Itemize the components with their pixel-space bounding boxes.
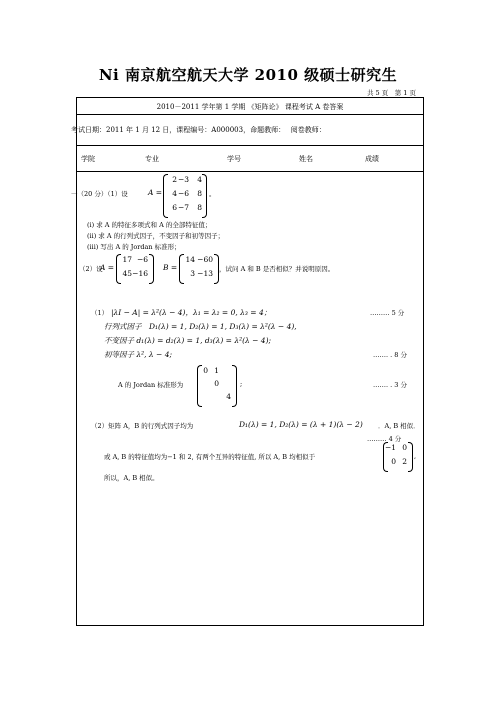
q1-a-label: A = xyxy=(148,188,163,197)
col-major: 专业 xyxy=(145,155,159,163)
matrix-cell: 45 xyxy=(122,269,132,278)
answer2-end: 所以，A, B 相似。 xyxy=(104,474,159,482)
answer1-elem-score: ……. . 8 分 xyxy=(373,351,407,359)
matrix-cell: −6 xyxy=(177,189,189,198)
matrix-cell: −3 xyxy=(177,175,189,184)
answer2-tail: ．A, B 相似． xyxy=(378,422,420,430)
matrix-cell: 4 xyxy=(197,175,202,184)
answer1-elementary-divisors: 初等因子 λ², λ − 4; xyxy=(104,350,173,359)
matrix-cell: 8 xyxy=(197,203,202,212)
matrix-cell: 0 xyxy=(391,457,396,466)
matrix-cell: 2 xyxy=(172,175,177,184)
answer2-alt: 或 A, B 的特征值均为−1 和 2, 有两个互异的特征值, 所以 A, B 均相似于 xyxy=(104,453,316,461)
q1-item-ii: (ii) 求 A 的行列式因子，不变因子和初等因子； xyxy=(87,232,225,240)
exam-frame xyxy=(71,97,424,626)
q1-part2-b-label: B = xyxy=(163,263,178,272)
diag-suffix: , xyxy=(414,452,417,460)
answer1-invariant-factors: 不变因子 d₁(λ) = d₂(λ) = 1, d₃(λ) = λ²(λ − 4); xyxy=(104,336,272,345)
matrix-cell: 1 xyxy=(214,366,219,375)
q1-item-iii: (iii) 写出 A 的 Jordan 标准形； xyxy=(87,243,181,251)
matrix-cell: 4 xyxy=(172,189,177,198)
matrix-cell: 6 xyxy=(172,203,177,212)
matrix-cell: 0 xyxy=(402,443,407,452)
exam-info-line: 考试日期：2011 年 1 月 12 日，课程编号：A000003，命题教师： 阅卷教师： xyxy=(71,126,326,134)
exam-header: 2010－2011 学年第 1 学期 《矩阵论》 课程考试 A 卷答案 xyxy=(156,103,344,111)
q1-prefix: 一（20 分）（1）设 xyxy=(71,190,128,198)
col-score: 成绩 xyxy=(365,155,379,163)
page-info: 共 5 页 第 1 页 xyxy=(366,89,416,97)
matrix-cell: 14 xyxy=(185,255,195,264)
q1-item-i: (i) 求 A 的特征多项式和 A 的全部特征值； xyxy=(87,221,212,229)
answer1-jordan-score: ……. . 3 分 xyxy=(373,381,407,389)
divider xyxy=(77,114,423,115)
matrix-cell: −6 xyxy=(136,255,148,264)
matrix-cell: −7 xyxy=(177,203,189,212)
answer2-score: ……… 4 分 xyxy=(367,435,402,443)
q1-part2-question: ，试问 A 和 B 是否相似？并说明原因。 xyxy=(219,265,335,273)
q1-suffix: 。 xyxy=(209,190,216,198)
answer1-jordan-label: A 的 Jordan 标准形为 xyxy=(118,381,184,389)
answer1-score: ……… 5 分 xyxy=(370,309,405,317)
q1-part2-prefix: （2）设 xyxy=(79,265,103,273)
document-title: Ni 南京航空航天大学 2010 级硕士研究生 xyxy=(98,66,398,84)
answer2-det-factors: D₁(λ) = 1, D₂(λ) = (λ + 1)(λ − 2) xyxy=(239,420,363,429)
answer1-label: （1） xyxy=(91,309,109,317)
divider xyxy=(77,145,423,146)
matrix-cell: −1 xyxy=(384,443,396,452)
matrix-cell: −60 xyxy=(197,255,213,264)
matrix-cell: −16 xyxy=(132,269,148,278)
matrix-cell: −13 xyxy=(197,269,213,278)
col-name: 姓名 xyxy=(299,155,313,163)
col-college: 学院 xyxy=(81,155,95,163)
answer1-det-factors: 行列式因子 D₁(λ) = 1, D₂(λ) = 1, D₃(λ) = λ²(λ − 4), xyxy=(104,322,297,331)
jordan-suffix: ; xyxy=(240,380,243,388)
q1-part2-a-label: A = xyxy=(100,263,115,272)
matrix-cell: 4 xyxy=(226,392,231,401)
matrix-cell: 17 xyxy=(122,255,132,264)
matrix-cell: 0 xyxy=(214,379,219,388)
matrix-cell: 2 xyxy=(402,457,407,466)
divider xyxy=(77,171,423,172)
matrix-cell: 0 xyxy=(203,366,208,375)
matrix-cell: 8 xyxy=(197,189,202,198)
answer2-line: （2）矩阵 A，B 的行列式因子均为 xyxy=(91,422,194,430)
answer1-eigen: |λI − A| = λ²(λ − 4)，λ₁ = λ₂ = 0, λ₃ = 4； xyxy=(111,308,272,317)
matrix-cell: 3 xyxy=(190,269,195,278)
col-student-id: 学号 xyxy=(227,155,241,163)
